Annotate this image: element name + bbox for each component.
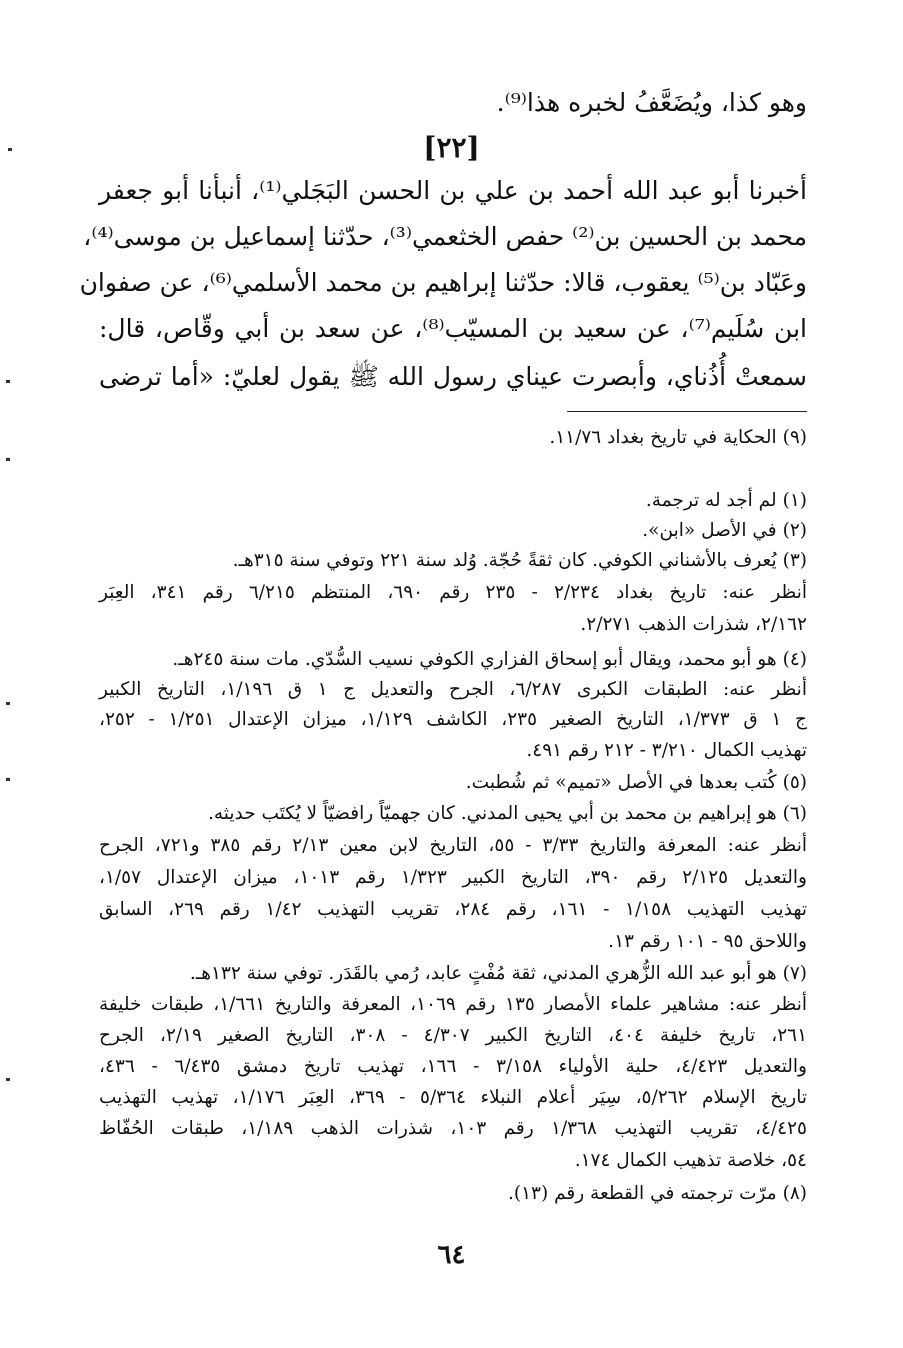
section-number: [٢٢]	[423, 131, 480, 164]
footnote-text: في الأصل «ابن».	[642, 520, 777, 541]
footnote-6-line-3: والتعديل ٢/١٢٥ رقم ٣٩٠، التاريخ الكبير ١/٣٢٣ رقم ١٠١٣، ميزان الإعتدال ١/٥٧،	[99, 867, 807, 888]
footnote-5	[99, 769, 807, 797]
footnote-prev	[99, 424, 807, 452]
footnote-3-line-2: أنظر عنه: تاريخ بغداد ٢/٢٣٤ - ٢٣٥ رقم ٦٩٠، المنتظم ٦/٢١٥ رقم ٣٤١، العِبَر	[99, 582, 808, 603]
footnote-text: هو إبراهيم بن محمد بن أبي يحيى المدني. كان جهميّاً رافضيّاً لا يُكتَب حديثه.	[207, 803, 777, 824]
footnote-1	[99, 487, 807, 515]
footnote-4-line-3: ج ١ ق ١/٣٧٣، التاريخ الصغير ٢٣٥، الكاشف ١/١٢٩، ميزان الإعتدال ١/٢٥١ - ٢٥٢،	[99, 709, 808, 730]
scan-speck	[6, 778, 10, 781]
page-number: ٦٤	[437, 1240, 466, 1270]
main-text-line-1: أخبرنا أبو عبد الله أحمد بن علي بن الحسن البَجَلي⁽¹⁾، أنبأنا أبو جعفر	[99, 176, 807, 205]
footnote-2	[99, 517, 807, 545]
footnote-6-line-2: أنظر عنه: المعرفة والتاريخ ٣/٣٣ - ٥٥، التاريخ لابن معين ٢/١٣ رقم ٣٨٥ و٧٢١، الجرح	[99, 835, 807, 856]
scan-speck	[6, 458, 10, 461]
footnote-separator	[567, 411, 807, 412]
footnote-6-line-5: واللاحق ٩٥ - ١٠١ رقم ١٣.	[608, 931, 807, 952]
footnote-text: هو أبو عبد الله الزُّهري المدني، ثقة مُفْتٍ عابد، رُمي بالقَدَر. توفي سنة ١٣٢هـ.	[189, 963, 777, 984]
footnote-4-line-4: تهذيب الكمال ٣/٢١٠ - ٢١٢ رقم ٤٩١.	[526, 740, 807, 761]
footnote-3-line-3: ٢/١٦٢، شذرات الذهب ٢/٢٧١.	[580, 614, 807, 635]
footnote-text: هو أبو محمد، ويقال أبو إسحاق الفزاري الكوفي نسيب السُّدّي. مات سنة ٢٤٥هـ.	[172, 649, 777, 670]
footnote-7-line-6: ٤/٤٢٥، تقريب التهذيب ١/٣٦٨ رقم ١٠٣، شذرات الذهب ١/١٨٩، طبقات الحُفّاظ	[99, 1118, 807, 1139]
main-text-line-5: سمعتْ أُذُناي، وأبصرت عيناي رسول الله ﷺ يقول لعليّ: «أما ترضى	[99, 362, 807, 391]
footnote-8	[99, 1180, 807, 1208]
footnote-number: (٤)	[782, 649, 807, 670]
footnote-text: الحكاية في تاريخ بغداد ١١/٧٦.	[549, 427, 777, 448]
footnote-6-line-4: تهذيب التهذيب ١/١٥٨ - ١٦١، رقم ٢٨٤، تقريب التهذيب ١/٤٢ رقم ٢٦٩، السابق	[99, 899, 807, 920]
footnote-4	[99, 646, 807, 674]
footnote-7-line-7: ٥٤، خلاصة تذهيب الكمال ١٧٤.	[574, 1150, 807, 1171]
intro-line: وهو كذا، ويُضَعَّفُ لخبره هذا⁽⁹⁾.	[496, 88, 807, 117]
main-text-line-4: ابن سُلَيم⁽⁷⁾، عن سعيد بن المسيّب⁽⁸⁾، عن سعد بن أبي وقّاص، قال:	[99, 314, 807, 343]
footnote-text: يُعرف بالأشناني الكوفي. كان ثقةً حُجّة. وُلد سنة ٢٢١ وتوفي سنة ٣١٥هـ.	[232, 550, 777, 571]
main-text-line-2: محمد بن الحسين بن⁽²⁾ حفص الخثعمي⁽³⁾، حدّثنا إسماعيل بن موسى⁽⁴⁾،	[83, 222, 807, 251]
footnote-number: (١)	[782, 490, 807, 511]
scan-speck	[6, 702, 10, 705]
footnote-number: (٢)	[782, 520, 807, 541]
footnote-number: (٩)	[782, 427, 807, 448]
footnote-7-line-2: أنظر عنه: مشاهير علماء الأمصار ١٣٥ رقم ١٠٦٩، المعرفة والتاريخ ١/٦٦١، طبقات خليفة	[99, 994, 807, 1015]
footnote-text: مرّت ترجمته في القطعة رقم (١٣).	[507, 1183, 777, 1204]
footnote-4-line-2: أنظر عنه: الطبقات الكبرى ٦/٢٨٧، الجرح والتعديل ج ١ ق ١/١٩٦، التاريخ الكبير	[99, 679, 807, 700]
footnote-7-line-4: والتعديل ٤/٤٢٣، حلية الأولياء ٣/١٥٨ - ١٦٦، تهذيب تاريخ دمشق ٦/٤٣٥ - ٤٣٦،	[99, 1056, 807, 1077]
main-text-line-3: وعَبّاد بن⁽⁵⁾ يعقوب، قالا: حدّثنا إبراهيم بن محمد الأسلمي⁽⁶⁾، عن صفوان	[79, 268, 807, 297]
scan-speck	[6, 380, 10, 383]
footnote-7-line-5: تاريخ الإسلام ٥/٢٦٢، سِيَر أعلام النبلاء ٥/٣٦٤ - ٣٦٩، العِبَر ١/١٧٦، تهذيب التهذيب	[99, 1087, 807, 1108]
footnote-number: (٣)	[782, 550, 807, 571]
footnote-text: كُتب بعدها في الأصل «تميم» ثم شُطبت.	[465, 772, 777, 793]
footnote-7-line-3: ٢٦١، تاريخ خليفة ٤٠٤، التاريخ الكبير ٤/٣٠٧ - ٣٠٨، التاريخ الصغير ٢/١٩، الجرح	[99, 1025, 808, 1046]
footnote-text: لم أجد له ترجمة.	[645, 490, 777, 511]
scan-speck	[6, 1078, 10, 1081]
footnote-number: (٧)	[782, 963, 807, 984]
footnote-number: (٥)	[782, 772, 807, 793]
footnote-6	[99, 800, 807, 828]
footnote-7	[99, 960, 807, 988]
footnote-number: (٨)	[782, 1183, 807, 1204]
scan-speck	[8, 148, 12, 151]
footnote-3	[99, 547, 807, 575]
footnote-number: (٦)	[782, 803, 807, 824]
